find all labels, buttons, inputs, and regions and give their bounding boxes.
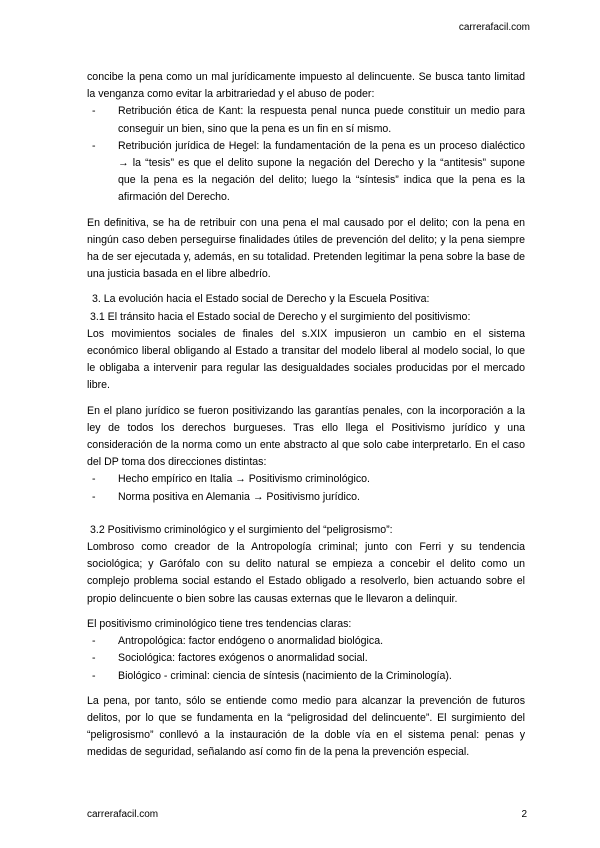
section-heading-3-2: 3.2 Positivismo criminológico y el surgimiento del “peligrosismo”: bbox=[90, 523, 393, 536]
section-heading-3: 3. La evolución hacia el Estado social de Derecho y la Escuela Positiva: bbox=[92, 293, 430, 306]
document-body bbox=[87, 69, 525, 762]
bullet-list-3-1 bbox=[87, 471, 525, 505]
list-item: - Retribución ética de Kant: la respuesta penal nunca puede constituir un medio para conseguir un bien, sino que la pena es un fin en sí mismo. bbox=[87, 103, 525, 137]
bullet-list-3-2 bbox=[87, 633, 525, 685]
paragraph-3-2-b: El positivismo criminológico tiene tres tendencias claras: bbox=[87, 617, 352, 630]
section-heading-3-1: 3.1 El tránsito hacia el Estado social de Derecho y el surgimiento del positivismo: bbox=[90, 310, 471, 323]
header-site-name: carrerafacil.com bbox=[458, 22, 530, 33]
list-item: - Biológico - criminal: ciencia de síntesis (nacimiento de la Criminología). bbox=[87, 668, 525, 685]
list-item: - Antropológica: factor endógeno o anormalidad biológica. bbox=[87, 633, 525, 650]
paragraph-3-1-b: En el plano jurídico se fueron positivizando las garantías penales, con la incorporación a la ley de todos los derechos burgueses. Tras ello llega el Positivismo jurídico y una consideración de la norma como un ente abstracto al que solo cabe interpretarlo. En el caso del DP toma dos direcciones distintas: bbox=[87, 404, 525, 469]
footer-site-name: carrerafacil.com bbox=[87, 809, 159, 820]
paragraph-3-2-c: La pena, por tanto, sólo se entiende como medio para alcanzar la prevención de futuros delitos, por lo que se fundamenta en la “peligrosidad del delincuente”. El surgimiento del “peligrosismo” conllevó a la instauración de la doble vía en el sistema penal: penas y medidas de seguridad, señalando así como fin de la pena la prevención especial. bbox=[87, 694, 525, 759]
paragraph-3-1-a: Los movimientos sociales de finales del s.XIX impusieron un cambio en el sistema económico liberal obligando al Estado a transitar del modelo liberal al modelo social, lo que le obligaba a intervenir para regular las desigualdades sociales producidas por el mercado libre. bbox=[87, 327, 525, 392]
conclusion-paragraph: En definitiva, se ha de retribuir con una pena el mal causado por el delito; con la pena en ningún caso deben perseguirse finalidades útiles de prevención del delito; y la pena siempre ha de ser ejecutada y, además, en su totalidad. Pretenden legitimar la pena sobre la base de una justicia basada en el libre albedrío. bbox=[87, 216, 525, 281]
list-item: - Hecho empírico en Italia → Positivismo criminológico. bbox=[87, 471, 525, 488]
page-number: 2 bbox=[521, 809, 527, 820]
intro-paragraph: concibe la pena como un mal jurídicamente impuesto al delincuente. Se busca tanto limitad la venganza como evitar la arbitrariedad y el abuso de poder: bbox=[87, 71, 525, 101]
intro-bullet-list bbox=[87, 103, 525, 206]
list-item: - Retribución jurídica de Hegel: la fundamentación de la pena es un proceso dialéctico → la “tesis” es que el delito supone la negación del Derecho y la “antitesis” supone que la pena es la negación del delito; luego la “síntesis” indica que la pena es la afirmación del Derecho. bbox=[87, 138, 525, 207]
paragraph-3-2-a: Lombroso como creador de la Antropología criminal; junto con Ferri y su tendencia sociológica; y Garófalo con su delito natural se empieza a concebir el delito como un complejo problema social estando el Estado obligado a resolverlo, bien actuando sobre el propio delincuente o bien sobre las causas externas que le llevaron a delinquir. bbox=[87, 541, 525, 605]
list-item: - Norma positiva en Alemania → Positivismo jurídico. bbox=[87, 489, 525, 506]
list-item: - Sociológica: factores exógenos o anormalidad social. bbox=[87, 650, 525, 667]
